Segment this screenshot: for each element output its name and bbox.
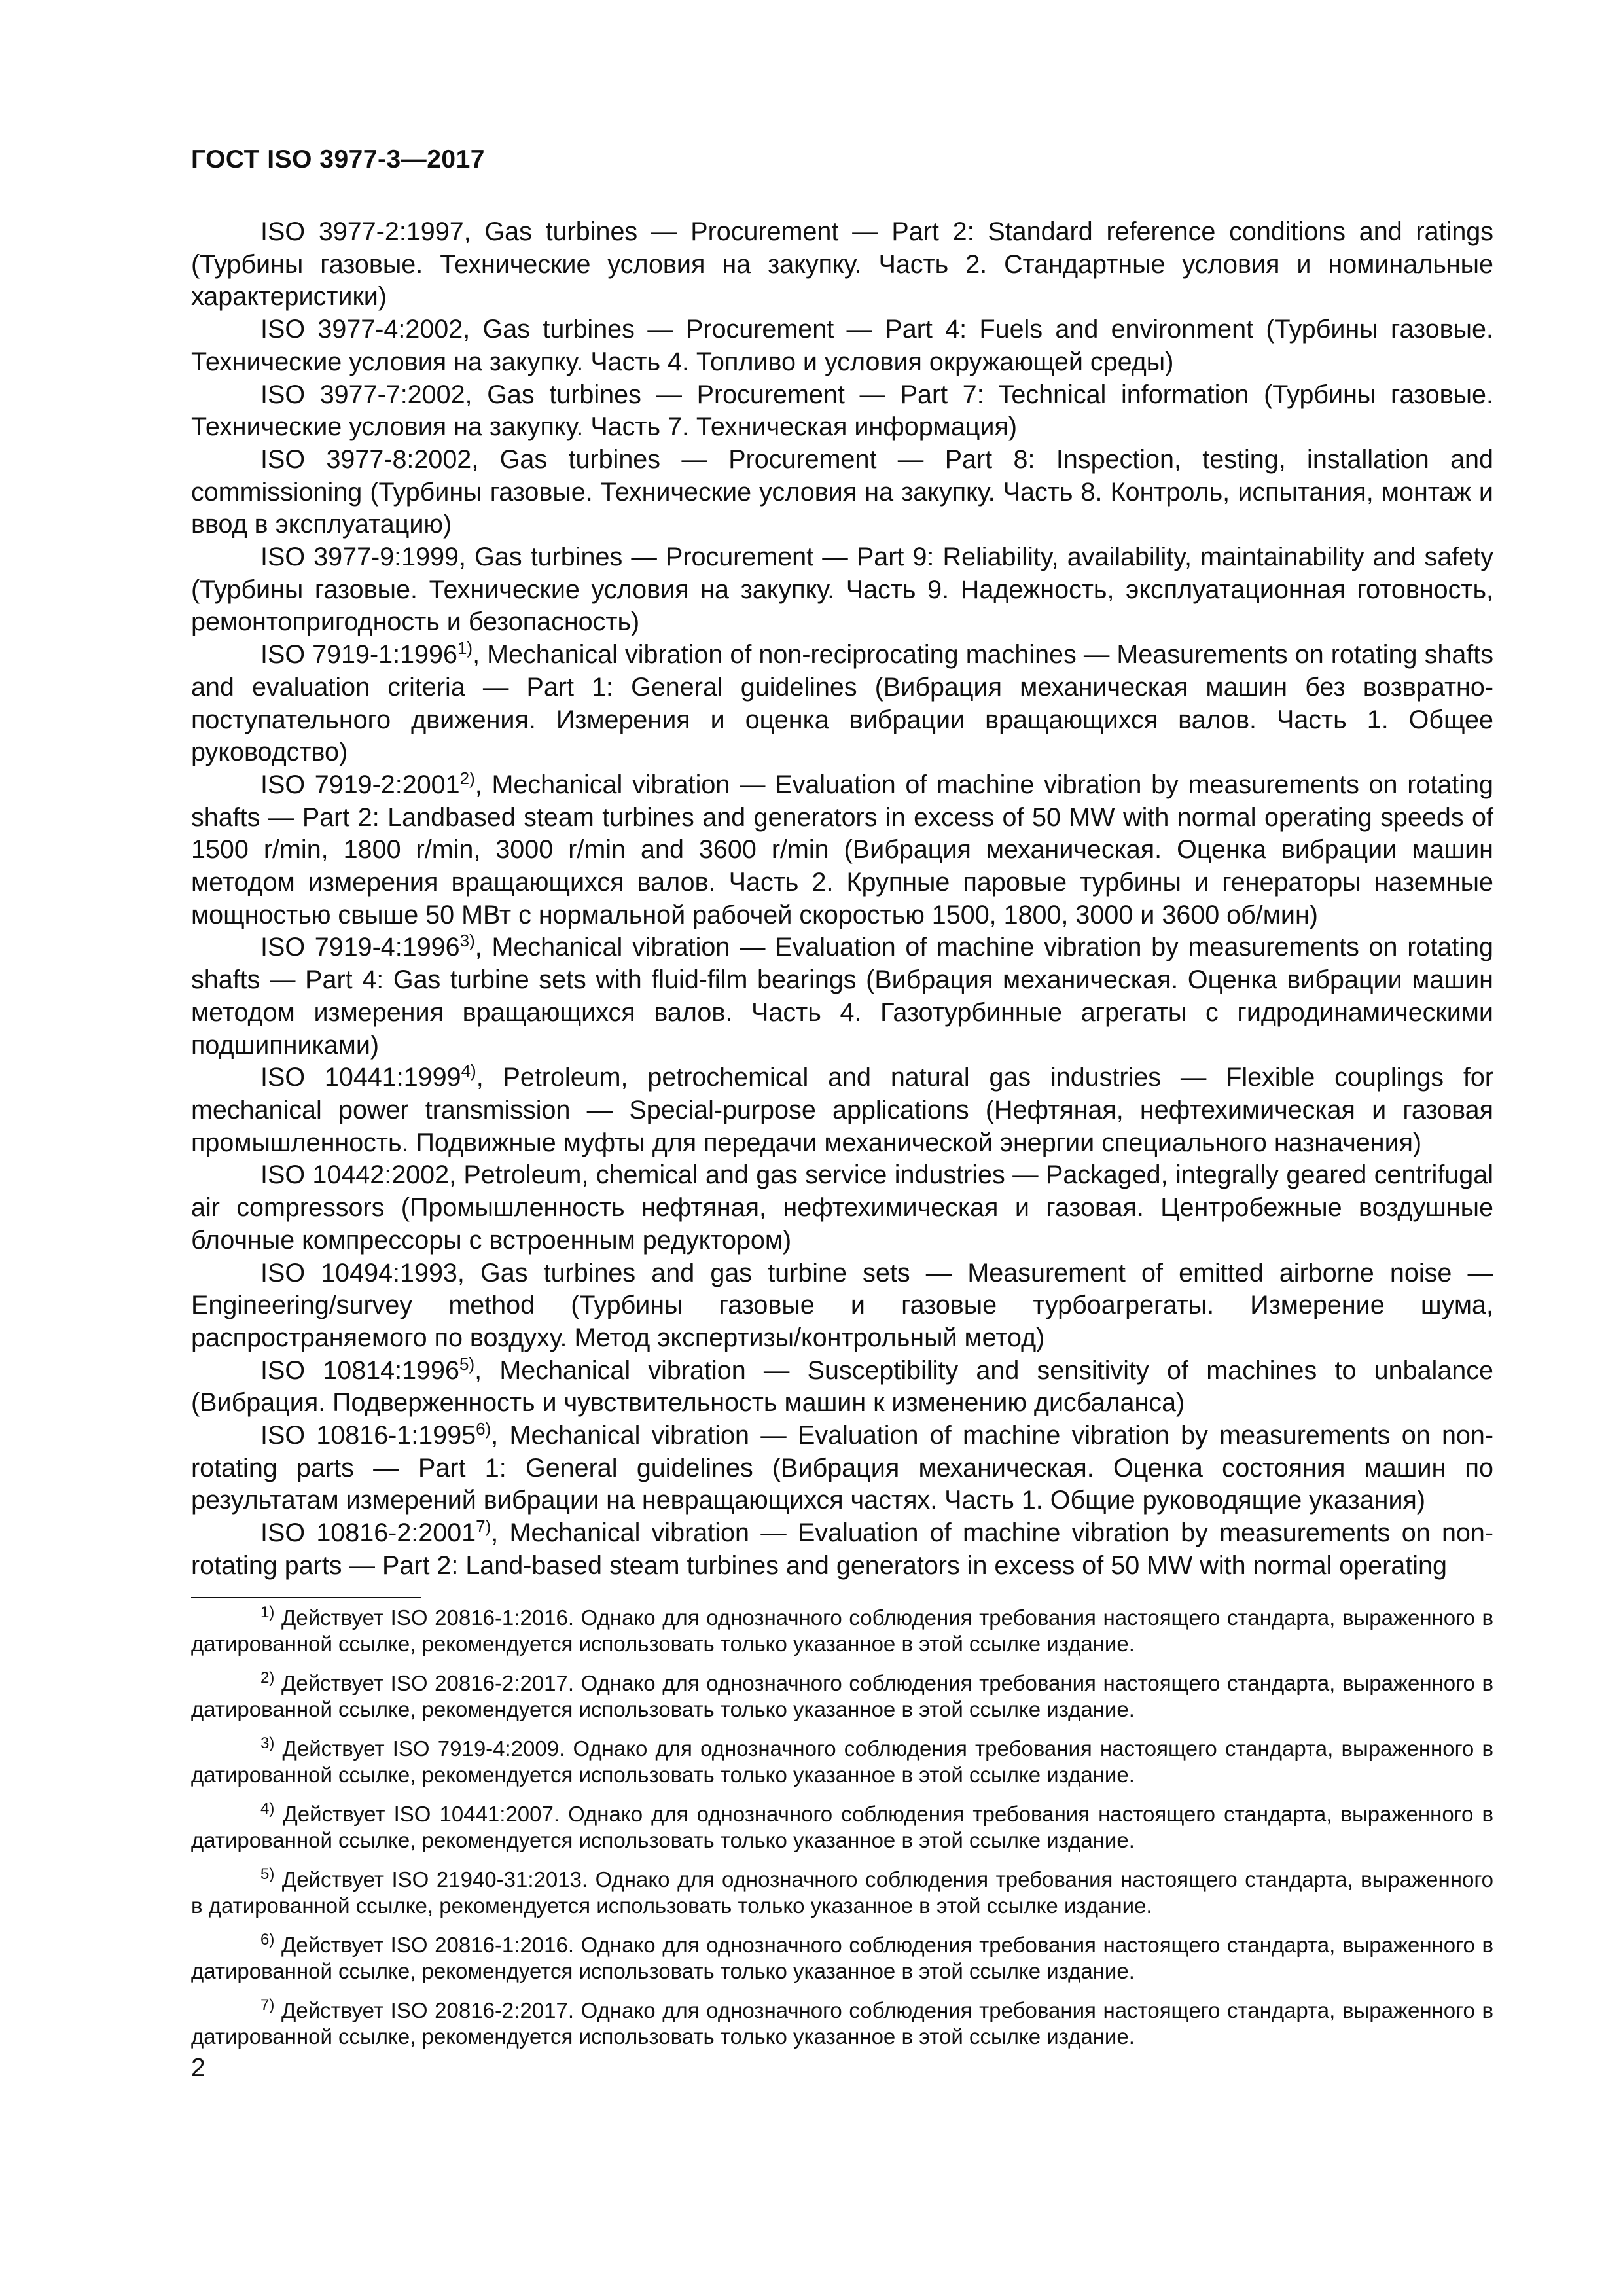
footnote-text: Действует ISO 20816-2:2017. Однако для однозначного соблюдения требования настоящего стандарта, выраженного в датированной ссылке, рекомендуется использовать только указанное в этой ссылке издание. — [191, 1998, 1493, 2049]
footnote-text: Действует ISO 20816-1:2016. Однако для однозначного соблюдения требования настоящего стандарта, выраженного в датированной ссылке, рекомендуется использовать только указанное в этой ссылке издание. — [191, 1933, 1493, 1983]
reference-iso-10441 — [191, 1062, 1493, 1159]
footnote-marker: 5) — [459, 1354, 475, 1374]
reference-text-continued: , Petroleum, petrochemical and natural gas industries — Flexible couplings for mechanical power transmission — Special-purpose applications (Нефтяная, нефтехимическая и газовая промышленность. Подвижные муфты для передачи механической энергии специального назначения) — [191, 1063, 1493, 1157]
footnote-text: Действует ISO 7919-4:2009. Однако для однозначного соблюдения требования настоящего стандарта, выраженного в датированной ссылке, рекомендуется использовать только указанное в этой ссылке издание. — [191, 1736, 1493, 1787]
footnote-7 — [191, 1998, 1493, 2050]
footnote-marker: 4) — [461, 1061, 476, 1081]
footnote-number: 6) — [260, 1931, 275, 1948]
footnote-6 — [191, 1932, 1493, 1984]
reference-text: ISO 7919-1:1996 — [260, 640, 457, 670]
document-designation: ГОСТ ISO 3977-3—2017 — [191, 145, 485, 173]
reference-iso-10442 — [191, 1159, 1493, 1257]
footnote-number: 5) — [260, 1865, 275, 1883]
reference-iso-3977-8 — [191, 444, 1493, 541]
footnote-separator — [191, 1597, 421, 1598]
footnote-marker: 6) — [476, 1419, 491, 1439]
footnote-number: 2) — [260, 1669, 275, 1687]
footnotes — [191, 1605, 1493, 2063]
footnote-marker: 2) — [459, 768, 475, 788]
page-number: 2 — [191, 2054, 205, 2082]
reference-text: ISO 10442:2002, Petroleum, chemical and gas service industries — Packaged, integrally geared centrifugal air compressors (Промышленность нефтяная, нефтехимическая и газовая. Центробежные воздушные блочные компрессоры с встроенным редуктором) — [191, 1160, 1493, 1255]
reference-text-continued: , Mechanical vibration — Evaluation of machine vibration by measurements on rotating shafts — Part 4: Gas turbine sets with fluid-film bearings (Вибрация механическая. Оценка вибрации машин методом измерения вращающихся валов. Часть 4. Газотурбинные агрегаты с гидродинамическими подшипниками) — [191, 933, 1493, 1060]
reference-text: ISO 10816-1:1995 — [260, 1421, 476, 1450]
footnote-1 — [191, 1605, 1493, 1657]
reference-text: ISO 3977-9:1999, Gas turbines — Procurement — Part 9: Reliability, availability, maintainability and safety (Турбины газовые. Технические условия на закупку. Часть 9. Надежность, эксплуатационная готовность, ремонтопригодность и безопасность) — [191, 543, 1493, 637]
footnote-number: 7) — [260, 1996, 275, 2014]
reference-text: ISO 3977-7:2002, Gas turbines — Procurement — Part 7: Technical information (Турбины газовые. Технические условия на закупку. Часть 7. Техническая информация) — [191, 380, 1493, 442]
reference-iso-3977-9 — [191, 541, 1493, 639]
reference-iso-10816-1 — [191, 1420, 1493, 1517]
footnote-text: Действует ISO 20816-1:2016. Однако для однозначного соблюдения требования настоящего стандарта, выраженного в датированной ссылке, рекомендуется использовать только указанное в этой ссылке издание. — [191, 1605, 1493, 1656]
reference-iso-3977-7 — [191, 379, 1493, 444]
footnote-marker: 3) — [459, 931, 475, 951]
reference-text: ISO 7919-2:2001 — [260, 770, 460, 799]
reference-text-continued: , Mechanical vibration — Susceptibility and sensitivity of machines to unbalance (Вибрация. Подверженность и чувствительность машин к изменению дисбаланса) — [191, 1355, 1493, 1418]
reference-iso-7919-4 — [191, 931, 1493, 1062]
footnote-text: Действует ISO 20816-2:2017. Однако для однозначного соблюдения требования настоящего стандарта, выраженного в датированной ссылке, рекомендуется использовать только указанное в этой ссылке издание. — [191, 1671, 1493, 1721]
footnote-number: 1) — [260, 1604, 275, 1621]
reference-text: ISO 7919-4:1996 — [260, 933, 460, 962]
footnote-3 — [191, 1736, 1493, 1788]
reference-text: ISO 3977-2:1997, Gas turbines — Procurement — Part 2: Standard reference conditions and ratings (Турбины газовые. Технические условия на закупку. Часть 2. Стандартные условия и номинальные характеристики) — [191, 217, 1493, 312]
reference-text: ISO 3977-8:2002, Gas turbines — Procurement — Part 8: Inspection, testing, installation and commissioning (Турбины газовые. Технические условия на закупку. Часть 8. Контроль, испытания, монтаж и ввод в эксплуатацию) — [191, 444, 1493, 539]
reference-iso-10814 — [191, 1355, 1493, 1420]
footnote-number: 4) — [260, 1800, 275, 1818]
reference-text: ISO 10441:1999 — [260, 1063, 461, 1092]
reference-text: ISO 10494:1993, Gas turbines and gas turbine sets — Measurement of emitted airborne noise — Engineering/survey method (Турбины газовые и газовые турбоагрегаты. Измерение шума, распространяемого по воздуху. Метод экспертизы/контрольный метод) — [191, 1258, 1493, 1352]
reference-text: ISO 10816-2:2001 — [260, 1518, 476, 1548]
reference-text-continued: , Mechanical vibration of non-reciprocating machines — Measurements on rotating shafts and evaluation criteria — Part 1: General guidelines (Вибрация механическая машин без возвратно-поступательного движения. Измерения и оценка вибрации вращающихся валов. Часть 1. Общее руководство) — [191, 640, 1493, 767]
footnote-marker: 7) — [476, 1516, 491, 1537]
footnote-5 — [191, 1867, 1493, 1919]
reference-text-continued: , Mechanical vibration — Evaluation of machine vibration by measurements on non-rotating parts — Part 1: General guidelines (Вибрация механическая. Оценка состояния машин по результатам измерений вибрации на невращающихся частях. Часть 1. Общие руководящие указания) — [191, 1421, 1493, 1515]
reference-iso-7919-1 — [191, 639, 1493, 769]
reference-iso-7919-2 — [191, 769, 1493, 932]
reference-iso-10494 — [191, 1257, 1493, 1355]
reference-text-continued: , Mechanical vibration — Evaluation of machine vibration by measurements on rotating shafts — Part 2: Landbased steam turbines and generators in excess of 50 MW with normal operating speeds of 1500 r/min, 1800 r/min, 3000 r/min and 3600 r/min (Вибрация механическая. Оценка вибрации машин методом измерения вращающихся валов. Часть 2. Крупные паровые турбины и генераторы наземные мощностью свыше 50 МВт с нормальной рабочей скоростью 1500, 1800, 3000 и 3600 об/мин) — [191, 770, 1493, 929]
reference-iso-10816-2 — [191, 1517, 1493, 1582]
footnote-marker: 1) — [457, 638, 473, 658]
reference-text: ISO 3977-4:2002, Gas turbines — Procurement — Part 4: Fuels and environment (Турбины газовые. Технические условия на закупку. Часть 4. Топливо и условия окружающей среды) — [191, 315, 1493, 376]
reference-text-continued: , Mechanical vibration — Evaluation of machine vibration by measurements on non-rotating parts — Part 2: Land-based steam turbines and generators in excess of 50 MW with normal operating — [191, 1518, 1493, 1580]
footnote-2 — [191, 1670, 1493, 1723]
normative-references-list — [191, 216, 1493, 1583]
footnote-text: Действует ISO 21940-31:2013. Однако для однозначного соблюдения требования настоящего стандарта, выраженного в датированной ссылке, рекомендуется использовать только указанное в этой ссылке издание. — [191, 1867, 1493, 1918]
footnote-4 — [191, 1801, 1493, 1854]
footnote-number: 3) — [260, 1734, 275, 1752]
reference-text: ISO 10814:1996 — [260, 1355, 459, 1385]
footnote-text: Действует ISO 10441:2007. Однако для однозначного соблюдения требования настоящего стандарта, выраженного в датированной ссылке, рекомендуется использовать только указанное в этой ссылке издание. — [191, 1802, 1493, 1852]
reference-iso-3977-2 — [191, 216, 1493, 314]
reference-iso-3977-4 — [191, 314, 1493, 378]
